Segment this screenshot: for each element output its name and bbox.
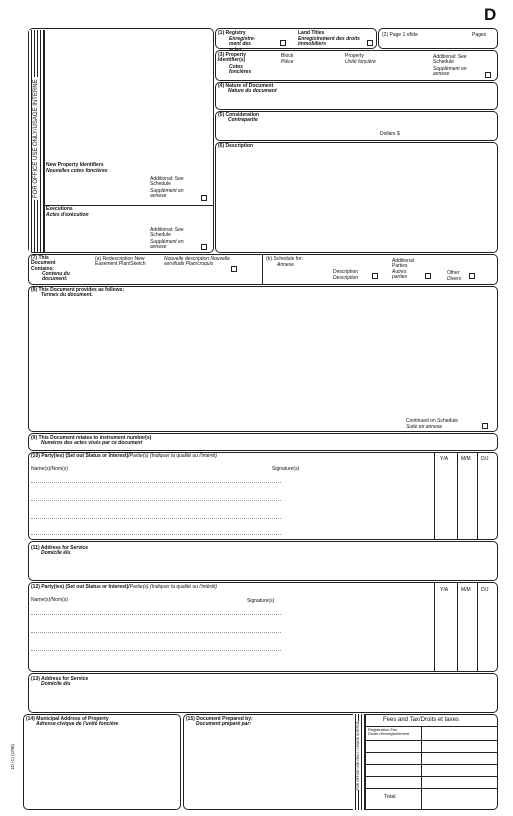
additional-schedule-3-checkbox[interactable]: [485, 72, 491, 78]
block-label-fr: Pièce: [281, 59, 294, 65]
prepared-by-box: [183, 714, 498, 810]
parties-10-line-1: [31, 482, 281, 483]
nature-label-fr: Nature du document: [228, 88, 277, 94]
parties-12-label: [31, 585, 217, 590]
land-titles-checkbox[interactable]: [367, 40, 373, 46]
property-label: Property: [345, 53, 364, 59]
office-use-panel: [28, 28, 214, 253]
parties-10-names-header: Name(s)/Nom(s): [31, 466, 68, 472]
parties-12-date-divider-3: [477, 582, 478, 672]
fees-office-use-label: FOR OFFICE USE ONLY / USAGE INTERNE: [356, 721, 360, 790]
land-titles-label-fr: Enregistrement des droits immobiliers: [298, 36, 360, 48]
address-11-label: (11) Address for Service: [31, 545, 89, 551]
nature-label: (4) Nature of Document: [218, 83, 274, 89]
fees-row-3: [366, 764, 498, 765]
schedule-description-label: Description: [333, 269, 359, 275]
parties-10-date-divider-2: [457, 452, 458, 540]
additional-schedule-3: Additional: See Schedule: [433, 54, 467, 66]
executions-label: Executions: [46, 206, 73, 212]
form-number: 1D (1) (1/96): [10, 743, 15, 770]
registry-checkbox[interactable]: [280, 40, 286, 46]
parties-12-label-en: (12) Party(ies) (Set out Status or Interest)/: [31, 584, 130, 590]
executions-label-fr: Actes d'exécution: [46, 212, 89, 218]
property-label-fr: Unité foncière: [345, 59, 376, 65]
parties-10-month: M/M: [461, 456, 471, 462]
parties-10-line-3: [31, 518, 281, 519]
address-13-label-fr: Domicile élu: [41, 681, 71, 687]
additional-schedule-2: Additional: See Schedule: [150, 227, 184, 239]
parties-10-line-4: [31, 534, 281, 535]
parties-10-day: D/J: [481, 456, 489, 462]
fees-row-2: [366, 752, 498, 753]
address-13-box: [28, 673, 498, 713]
parties-10-year: Y/A: [440, 456, 449, 462]
additional-parties-label: Additional Parties: [392, 258, 414, 270]
parties-12-month: M/M: [461, 587, 471, 593]
prepared-by-label: (15) Document Prepared by:: [186, 716, 253, 722]
additional-schedule-3-fr: Supplément en annexe: [433, 66, 467, 78]
continued-schedule-checkbox[interactable]: [482, 423, 488, 429]
contains-b-label: (b) Schedule for:: [266, 256, 303, 262]
contains-divider: [262, 254, 263, 285]
additional-schedule-2-checkbox[interactable]: [201, 244, 207, 250]
municipal-address-box: [23, 714, 181, 810]
other-label-fr: Divers: [447, 276, 462, 282]
additional-schedule-2-fr: Supplément en annexe: [150, 239, 184, 251]
parties-10-date-divider-3: [477, 452, 478, 540]
contains-a-label-fr: Nouvelle description Nouvelle servitude Plan/croquis: [164, 256, 230, 268]
description-box: [215, 142, 498, 253]
dollars-label: Dollars $: [380, 131, 400, 137]
additional-schedule-1-checkbox[interactable]: [201, 195, 207, 201]
land-titles-label: Land Titles: [298, 30, 325, 36]
instrument-numbers-label: (9) This Document relates to instrument number(s): [31, 435, 152, 441]
registration-fee-label: Registration Fee: [368, 727, 398, 732]
registration-fee-label-fr: Droits d'enregistrement: [368, 731, 410, 736]
schedule-description-checkbox[interactable]: [372, 273, 378, 279]
parties-10-line-2: [31, 500, 281, 501]
fees-column-divider: [421, 726, 422, 810]
additional-parties-checkbox[interactable]: [425, 273, 431, 279]
address-11-box: [28, 541, 498, 581]
continued-schedule-label-fr: Suite en annexe: [406, 424, 443, 430]
municipal-address-label-fr: Adresse civique de l'unité foncière: [36, 721, 119, 727]
other-checkbox[interactable]: [469, 273, 475, 279]
page-count-label: (2) Page 1 of/de: [382, 32, 418, 38]
consideration-label: (5) Consideration: [218, 112, 260, 118]
new-property-label-fr: Nouvelles cotes foncières: [46, 168, 108, 174]
office-use-label: FOR OFFICE USE ONLY/USAGE INTERNE: [33, 79, 39, 198]
parties-12-line-2: [31, 632, 281, 633]
property-identifiers-label-fr: Cotes foncières: [229, 64, 252, 76]
prepared-by-label-fr: Document préparé par:: [196, 721, 252, 727]
fees-row-5: [366, 788, 498, 789]
fees-title: Fees and Tax/Droits et taxes: [383, 717, 459, 723]
parties-10-label-fr: Partie(s) (Indiquer la qualité ou l'intérêt): [129, 453, 218, 459]
parties-12-line-1: [31, 614, 281, 615]
parties-10-box: [28, 452, 498, 540]
provisions-label-fr: Termes du document.: [41, 292, 93, 298]
pages-label: Pages: [472, 32, 487, 38]
schedule-description-label-fr: Description: [333, 275, 359, 281]
other-label: Other: [447, 270, 460, 276]
parties-12-date-divider: [434, 582, 435, 672]
block-label: Block: [281, 53, 294, 59]
provisions-label: (8) This Document provides as follows:: [31, 287, 125, 293]
parties-12-year: Y/A: [440, 587, 449, 593]
instrument-numbers-label-fr: Numéros des actes visés par ce document: [41, 440, 143, 446]
address-13-label: (13) Address for Service: [31, 676, 89, 682]
description-label: (6) Description: [218, 143, 254, 149]
parties-12-box: [28, 582, 498, 672]
contains-label-fr: Contenu du document:: [42, 271, 70, 283]
continued-schedule-label: Continued on Schedule: [406, 418, 458, 424]
contains-b-label-fr: Annexe: [277, 262, 294, 268]
parties-12-label-fr: Partie(s) (Indiquer la qualité ou l'intérêt): [129, 584, 218, 590]
additional-schedule-1: Additional: See Schedule: [150, 176, 184, 188]
parties-12-day: D/J: [481, 587, 489, 593]
additional-parties-label-fr: Autres parties: [392, 269, 408, 281]
property-identifiers-label: (3) Property Identifier(s): [218, 52, 247, 64]
provisions-box: [28, 286, 498, 432]
parties-12-date-divider-2: [457, 582, 458, 672]
registry-label-fr: Enregistre-ment des actes: [229, 36, 256, 53]
form-letter: D: [484, 5, 497, 24]
registry-label: (1) Registry: [218, 30, 246, 36]
parties-12-signature-header: Signature(s): [247, 598, 275, 604]
fees-total-label: Total: [384, 794, 396, 800]
additional-schedule-1-fr: Supplément en annexe: [150, 188, 184, 200]
contains-a-label: (a) Redescription New Easement Plan/Sketch: [95, 256, 146, 268]
parties-12-names-header: Name(s)/Nom(s): [31, 597, 68, 603]
parties-10-label: [31, 454, 217, 459]
consideration-label-fr: Contrepartie: [228, 117, 258, 123]
municipal-address-label: (14) Municipal Address of Property: [26, 716, 109, 722]
address-11-label-fr: Domicile élu: [41, 550, 71, 556]
contains-label: (7) This Document Contains:: [31, 255, 56, 272]
parties-10-date-divider: [434, 452, 435, 540]
fees-row-1: [366, 740, 498, 741]
contains-a-checkbox[interactable]: [231, 266, 237, 272]
parties-10-signature-header: Signature(s): [272, 466, 300, 472]
fees-row-4: [366, 776, 498, 777]
new-property-label: New Property Identifiers: [46, 162, 104, 168]
parties-10-label-en: (10) Party(ies) (Set out Status or Interest)/: [31, 453, 130, 459]
parties-12-line-3: [31, 650, 281, 651]
